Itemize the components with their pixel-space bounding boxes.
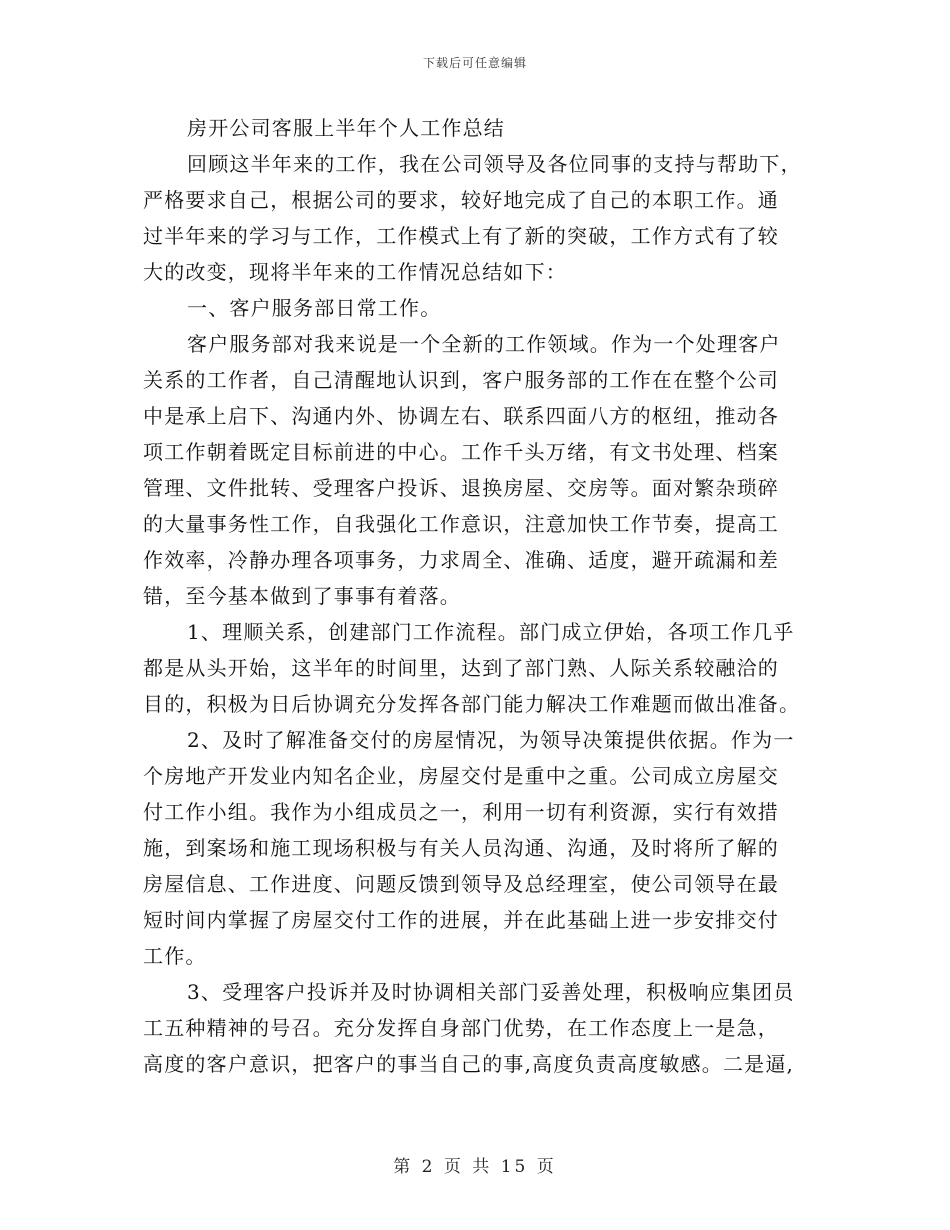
- paragraph-line: 的大量事务性工作，自我强化工作意识，注意加快工作节奏，提高工: [143, 512, 779, 536]
- document-title: 房开公司客服上半年个人工作总结: [187, 116, 505, 140]
- paragraph-line: 错，至今基本做到了事事有着落。: [143, 584, 461, 608]
- paragraph-line: 1、理顺关系，创建部门工作流程。部门成立伊始，各项工作几乎: [187, 620, 795, 644]
- paragraph-line: 短时间内掌握了房屋交付工作的进展，并在此基础上进一步安排交付: [143, 908, 779, 932]
- paragraph-line: 房屋信息、工作进度、问题反馈到领导及总经理室，使公司领导在最: [143, 872, 779, 896]
- paragraph-line: 回顾这半年来的工作，我在公司领导及各位同事的支持与帮助下，: [187, 152, 802, 176]
- paragraph-line: 作效率，冷静办理各项事务，力求周全、准确、适度，避开疏漏和差: [143, 548, 779, 572]
- paragraph-line: 过半年来的学习与工作，工作模式上有了新的突破，工作方式有了较: [143, 224, 779, 248]
- paragraph-line: 3、受理客户投诉并及时协调相关部门妥善处理，积极响应集团员: [187, 980, 795, 1004]
- paragraph-line: 严格要求自己，根据公司的要求，较好地完成了自己的本职工作。通: [143, 188, 779, 212]
- paragraph-line: 项工作朝着既定目标前进的中心。工作千头万绪，有文书处理、档案: [143, 440, 779, 464]
- document-body: [143, 110, 823, 1082]
- section-heading: 一、客户服务部日常工作。: [187, 296, 442, 320]
- page-number: 第 2 页 共 15 页: [393, 1157, 557, 1177]
- paragraph-line: 高度的客户意识，把客户的事当自己的事,高度负责高度敏感。二是逼,: [143, 1052, 795, 1076]
- paragraph-line: 工作。: [143, 944, 207, 968]
- paragraph-line: 付工作小组。我作为小组成员之一，利用一切有利资源，实行有效措: [143, 800, 779, 824]
- paragraph-line: 个房地产开发业内知名企业，房屋交付是重中之重。公司成立房屋交: [143, 764, 779, 788]
- paragraph-line: 目的，积极为日后协调充分发挥各部门能力解决工作难题而做出准备。: [143, 692, 801, 716]
- paragraph-line: 2、及时了解准备交付的房屋情况，为领导决策提供依据。作为一: [187, 728, 795, 752]
- paragraph-line: 都是从头开始，这半年的时间里，达到了部门熟、人际关系较融洽的: [143, 656, 779, 680]
- paragraph-line: 中是承上启下、沟通内外、协调左右、联系四面八方的枢纽，推动各: [143, 404, 779, 428]
- paragraph-line: 管理、文件批转、受理客户投诉、退换房屋、交房等。面对繁杂琐碎: [143, 476, 779, 500]
- paragraph-line: 关系的工作者，自己清醒地认识到，客户服务部的工作在在整个公司: [143, 368, 779, 392]
- page-header-note: 下载后可任意编辑: [422, 56, 527, 70]
- paragraph-line: 大的改变，现将半年来的工作情况总结如下：: [143, 260, 567, 284]
- paragraph-line: 工五种精神的号召。充分发挥自身部门优势，在工作态度上一是急，: [143, 1016, 779, 1040]
- paragraph-line: 施，到案场和施工现场积极与有关人员沟通、沟通，及时将所了解的: [143, 836, 779, 860]
- paragraph-line: 客户服务部对我来说是一个全新的工作领域。作为一个处理客户: [187, 332, 781, 356]
